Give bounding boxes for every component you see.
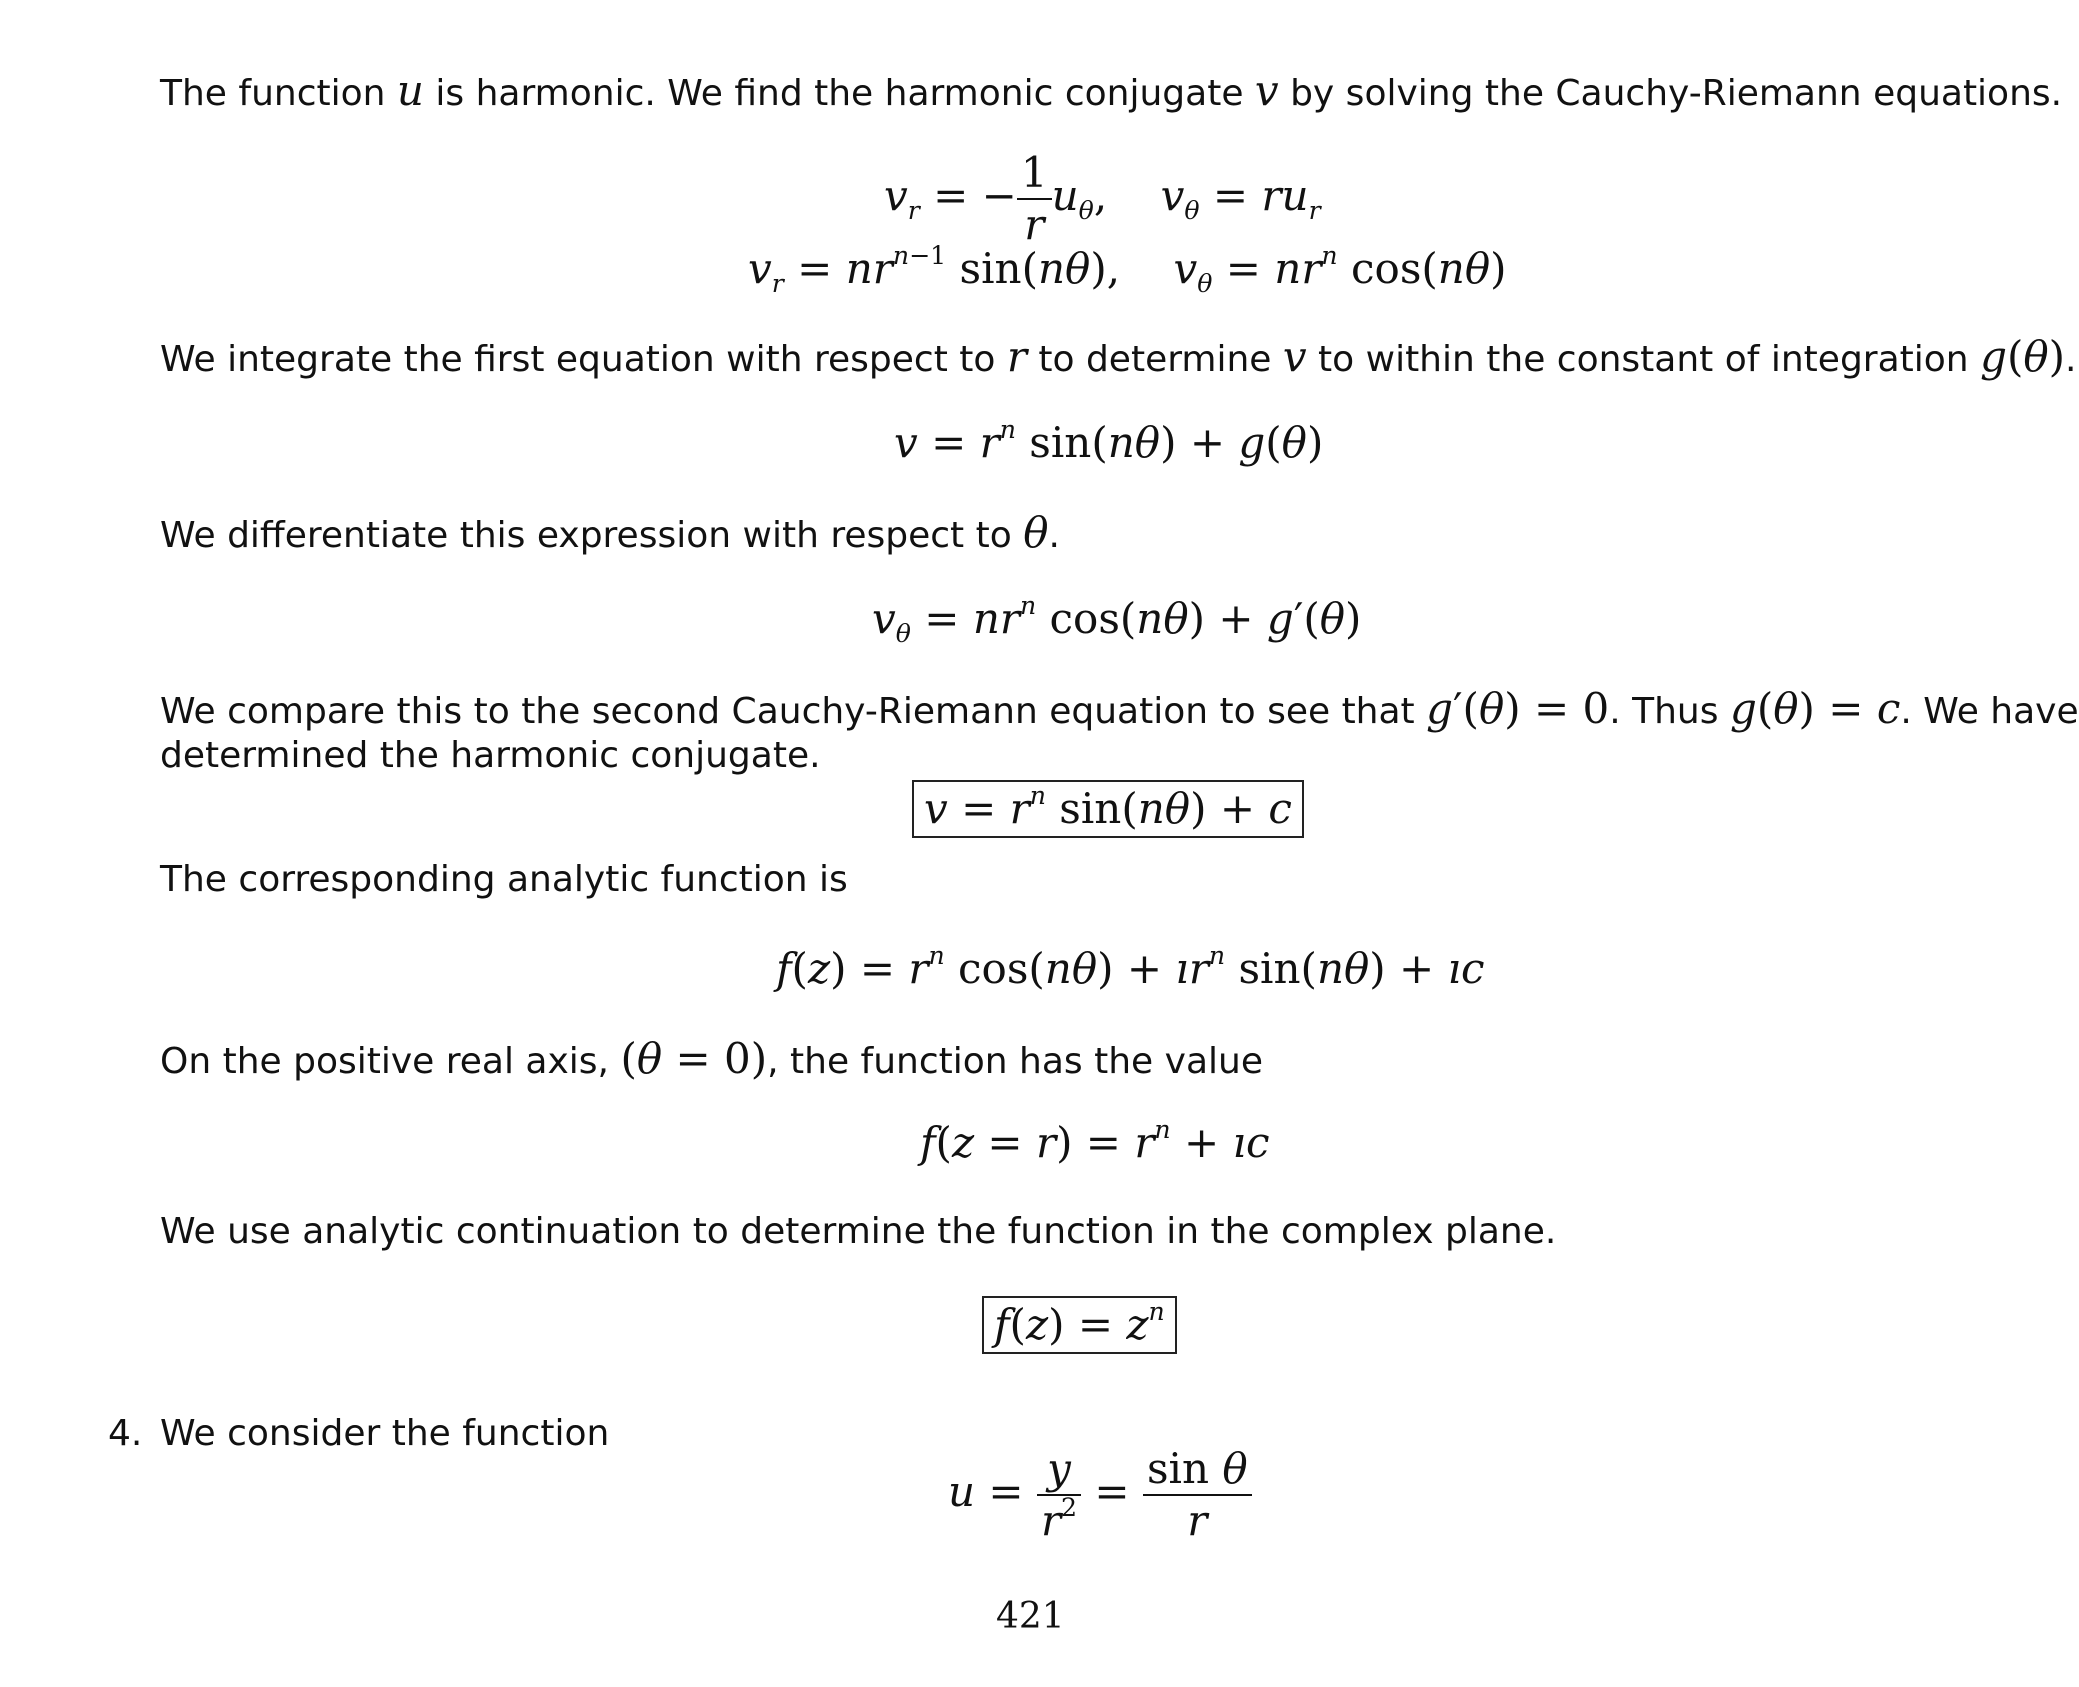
equation-derivatives: $v_r = nr^{n-1}$ sin(nθ), $v_\theta = nr^n$ cos(nθ) bbox=[748, 241, 1507, 298]
page-number: 421 bbox=[996, 1596, 1065, 1637]
paragraph-5: The corresponding analytic function is bbox=[160, 859, 848, 900]
paragraph-2: We integrate the first equation with respect to r to determine v to within the constant of integration g(θ). bbox=[160, 332, 2077, 381]
equation-v-theta: $v_\theta = nr^n$ cos(nθ) + g′(θ) bbox=[872, 591, 1362, 648]
equation-v-result-boxed: $v = r^n$ sin(nθ) + c bbox=[912, 780, 1304, 838]
equation-cauchy-riemann: $v_r$ = − $\frac{1}{r}$ $u_\theta$, $v_\theta = ru_r$ bbox=[884, 148, 1321, 249]
paragraph-6: On the positive real axis, (θ = 0), the function has the value bbox=[160, 1034, 1263, 1083]
equation-analytic-function: $f(z) = r^n$ $\cos(n\theta) + ır^n$ sin(nθ) + ıc bbox=[776, 941, 1485, 993]
equation-real-axis-value: $f(z = r) = r^n$ + ıc bbox=[920, 1115, 1270, 1167]
paragraph-1: The function u is harmonic. We find the harmonic conjugate v by solving the Cauchy-Riemann equations. bbox=[160, 66, 2063, 115]
paragraph-8: We consider the function bbox=[160, 1413, 610, 1454]
equation-final-boxed: $f(z) = z^n$ bbox=[982, 1296, 1177, 1354]
paragraph-3: We differentiate this expression with respect to θ. bbox=[160, 508, 1060, 557]
paragraph-7: We use analytic continuation to determine the function in the complex plane. bbox=[160, 1211, 1557, 1252]
paragraph-4-line-2: determined the harmonic conjugate. bbox=[160, 735, 821, 776]
paragraph-4-line-1: We compare this to the second Cauchy-Riemann equation to see that g′(θ) = 0. Thus g(θ) = c. We have bbox=[160, 684, 2079, 733]
equation-u-function: u = $\frac{y}{r^2}$ = $\frac{\text{sin θ}}{r}$ bbox=[948, 1444, 1252, 1546]
equation-v-integrated: $v = r^n$ sin(nθ) + g(θ) bbox=[894, 415, 1324, 467]
item-label: 4. bbox=[108, 1413, 143, 1454]
